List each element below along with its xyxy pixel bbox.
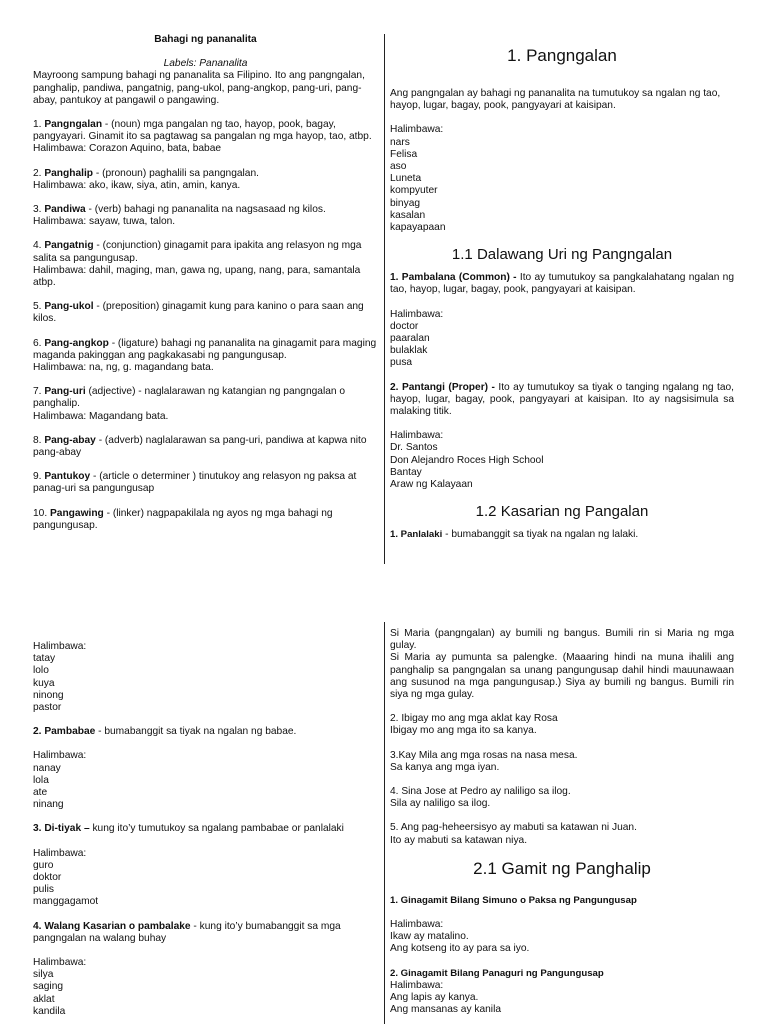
walang-kasarian-paragraph xyxy=(33,921,378,945)
intro-paragraph: Mayroong sampung bahagi ng pananalita sa Filipino. Ito ang pangngalan, panghalip, pandiwa, pangatnig, pang-ukol, pang-angkop, pang-uri, pang-abay, pantukoy at pangawil o pangawing. xyxy=(33,70,365,106)
item-text: - (verb) bahagi ng pananalita na nagsasaad ng kilos. Halimbawa: sayaw, tuwa, talon. xyxy=(33,204,326,228)
pambabae-text: - bumabanggit sa tiyak na ngalan ng babae. xyxy=(95,726,297,738)
examples-list: Halimbawa: Ang lapis ay kanya. Ang mansanas ay kanila xyxy=(390,979,501,1016)
walang-kasarian-text: - kung ito’y bumabanggit sa mga pangngalan na walang buhay xyxy=(33,920,341,944)
item-text: - (conjunction) ginagamit para ipakita ang relasyon ng mga salita sa pangungusap. Halimbawa: dahil, maging, man, gawa ng, upang, nang, para, samantala atbp. xyxy=(33,240,362,289)
common-noun-text: Ito ay tumutukoy sa pangkalahatang ngalan ng tao, hayop, lugar, bagay, pook, pangyayari at kaisipan. xyxy=(390,272,734,296)
pambabae-term: 2. Pambabae xyxy=(33,726,96,738)
item-term: Pangawing xyxy=(50,507,104,519)
item-term: Pang-angkop xyxy=(44,337,109,349)
item-term: Pang-uri xyxy=(44,386,86,398)
walang-kasarian-term: 4. Walang Kasarian o pambalake xyxy=(33,920,191,932)
left-column-bottom xyxy=(33,641,378,1024)
item-text: - (pronoun) paghalili sa pangngalan. Halimbawa: ako, ikaw, siya, atin, amin, kanya. xyxy=(33,167,259,191)
item-number: 4. xyxy=(33,240,45,252)
proper-noun-term: 2. Pantangi (Proper) - xyxy=(390,381,499,393)
list-item xyxy=(33,386,378,423)
item-text: - (ligature) bahagi ng pananalita na ginagamit para maging maganda pakinggan ang pagkakasabi ng pangungusap. Halimbawa: na, ng, g. magandang bata. xyxy=(33,337,377,374)
item-number: 7. xyxy=(33,386,45,398)
example-paragraph: 4. Sina Jose at Pedro ay naliligo sa ilog. Sila ay naliligo sa ilog. xyxy=(390,786,571,810)
panlalaki-paragraph xyxy=(390,529,734,541)
examples-list: Halimbawa: guro doktor pulis manggagamot xyxy=(33,847,99,908)
heading-dalawang-uri: 1.1 Dalawang Uri ng Pangngalan xyxy=(451,246,673,264)
list-item xyxy=(33,338,378,375)
examples-list: Halimbawa: tatay lolo kuya ninong pastor xyxy=(33,641,87,714)
item-term: Pandiwa xyxy=(44,204,86,216)
item-term: Pangngalan xyxy=(44,119,103,131)
column-divider xyxy=(384,622,385,1024)
example-paragraph: 3.Kay Mila ang mga rosas na nasa mesa. Sa kanya ang mga iyan. xyxy=(390,749,578,773)
list-item xyxy=(33,240,378,289)
left-column-top xyxy=(33,34,378,544)
item-number: 1. xyxy=(33,119,45,131)
list-item xyxy=(33,119,378,156)
proper-noun-paragraph xyxy=(390,382,734,419)
examples-list: Halimbawa: Dr. Santos Don Alejandro Roces High School Bantay Araw ng Kalayaan xyxy=(390,430,544,491)
use-heading: 1. Ginagamit Bilang Simuno o Paksa ng Pangungusap xyxy=(390,894,637,906)
examples-list: Halimbawa: silya saging aklat kandila xyxy=(33,957,87,1017)
panlalaki-term: 1. Panlalaki xyxy=(390,529,443,541)
list-item xyxy=(33,435,378,459)
examples-list: Halimbawa: Ikaw ay matalino. Ang kotseng ito ay para sa iyo. xyxy=(390,919,530,955)
example-paragraph: 5. Ang pag-heheersisyo ay mabuti sa katawan ni Juan. Ito ay mabuti sa katawan niya. xyxy=(390,822,637,846)
dityak-paragraph xyxy=(33,823,378,835)
common-noun-term: 1. Pambalana (Common) - xyxy=(390,272,520,284)
pambabae-paragraph xyxy=(33,726,378,738)
example-paragraph: 2. Ibigay mo ang mga aklat kay Rosa Ibigay mo ang mga ito sa kanya. xyxy=(390,713,558,737)
item-term: Panghalip xyxy=(44,167,94,179)
item-text: - (linker) nagpapakilala ng ayos ng mga bahagi ng pangungusap. xyxy=(33,507,333,531)
list-item xyxy=(33,508,378,532)
example-paragraph: Si Maria (pangngalan) ay bumili ng bangus. Bumili rin si Maria ng mga gulay. Si Maria ay pumunta sa palengke. (Maaaring hindi na muna ihalili ang panghalip sa pangngalan sa unang pangungusap dahil hindi mauunawaan ang susunod na mga pangungusap.) Siya ay bumili ng bangus. Bumili rin siya ng mga gulay. xyxy=(390,628,734,701)
item-text: - (preposition) ginagamit kung para kanino o para saan ang kilos. xyxy=(33,301,364,325)
item-text: (adjective) - naglalarawan ng katangian ng pangngalan o panghalip. Halimbawa: Magandang bata. xyxy=(33,386,346,422)
list-item xyxy=(33,204,378,228)
right-column-top xyxy=(390,46,734,553)
heading-pangngalan: 1. Pangngalan xyxy=(507,46,617,65)
list-item xyxy=(33,168,378,192)
use-heading: 2. Ginagamit Bilang Panaguri ng Pangungusap xyxy=(390,967,604,979)
item-text: - (article o determiner ) tinutukoy ang relasyon ng paksa at panag-uri sa pangungusap xyxy=(33,471,357,495)
dityak-text: kung ito’y tumutukoy sa ngalang pambabae or panlalaki xyxy=(89,823,344,835)
list-item xyxy=(33,471,378,495)
item-number: 10. xyxy=(33,507,50,519)
examples-list: Halimbawa: nanay lola ate ninang xyxy=(33,750,87,811)
item-number: 3. xyxy=(33,204,45,216)
examples-list: Halimbawa: doctor paaralan bulaklak pusa xyxy=(390,308,444,369)
item-term: Pang-abay xyxy=(44,434,96,446)
heading-kasarian: 1.2 Kasarian ng Pangalan xyxy=(475,503,649,521)
right-column-bottom xyxy=(390,628,734,1024)
page-bottom xyxy=(0,622,768,1024)
item-term: Pang-ukol xyxy=(44,301,94,313)
column-divider xyxy=(384,34,385,564)
item-number: 8. xyxy=(33,434,45,446)
doc-title: Bahagi ng pananalita xyxy=(154,34,257,45)
common-noun-paragraph xyxy=(390,272,734,296)
definition-paragraph: Ang pangngalan ay bahagi ng pananalita na tumutukoy sa ngalan ng tao, hayop, lugar, bagay, pook, pangyayari at kaisipan. xyxy=(390,88,721,112)
item-text: - (adverb) naglalarawan sa pang-uri, pandiwa at kapwa nito pang-abay xyxy=(33,434,367,459)
item-text: - (noun) mga pangalan ng tao, hayop, pook, bagay, pangyayari. Ginamit ito sa pagtawag sa pangalan ng mga hayop, tao, atbp. Halimbawa: Corazon Aquino, bata, babae xyxy=(33,119,372,155)
doc-labels: Labels: Pananalita xyxy=(163,58,248,70)
panlalaki-text: - bumabanggit sa tiyak na ngalan ng lalaki. xyxy=(442,529,639,541)
item-number: 9. xyxy=(33,471,45,483)
item-number: 6. xyxy=(33,337,45,349)
item-term: Pantukoy xyxy=(44,471,91,483)
item-number: 5. xyxy=(33,301,45,313)
heading-gamit-ng-panghalip: 2.1 Gamit ng Panghalip xyxy=(473,858,651,878)
list-item xyxy=(33,301,378,325)
examples-list: Halimbawa: nars Felisa aso Luneta kompyuter binyag kasalan kapayapaan xyxy=(390,124,446,234)
item-number: 2. xyxy=(33,167,45,179)
item-term: Pangatnig xyxy=(44,240,94,252)
dityak-term: 3. Di-tiyak – xyxy=(33,823,90,835)
proper-noun-text: Ito ay tumutukoy sa tiyak o tanging ngalang ng tao, hayop, lugar, bagay, pook, pangyayari at kaisipan. Ito ay nagsisimula sa malaking titik. xyxy=(390,381,734,418)
